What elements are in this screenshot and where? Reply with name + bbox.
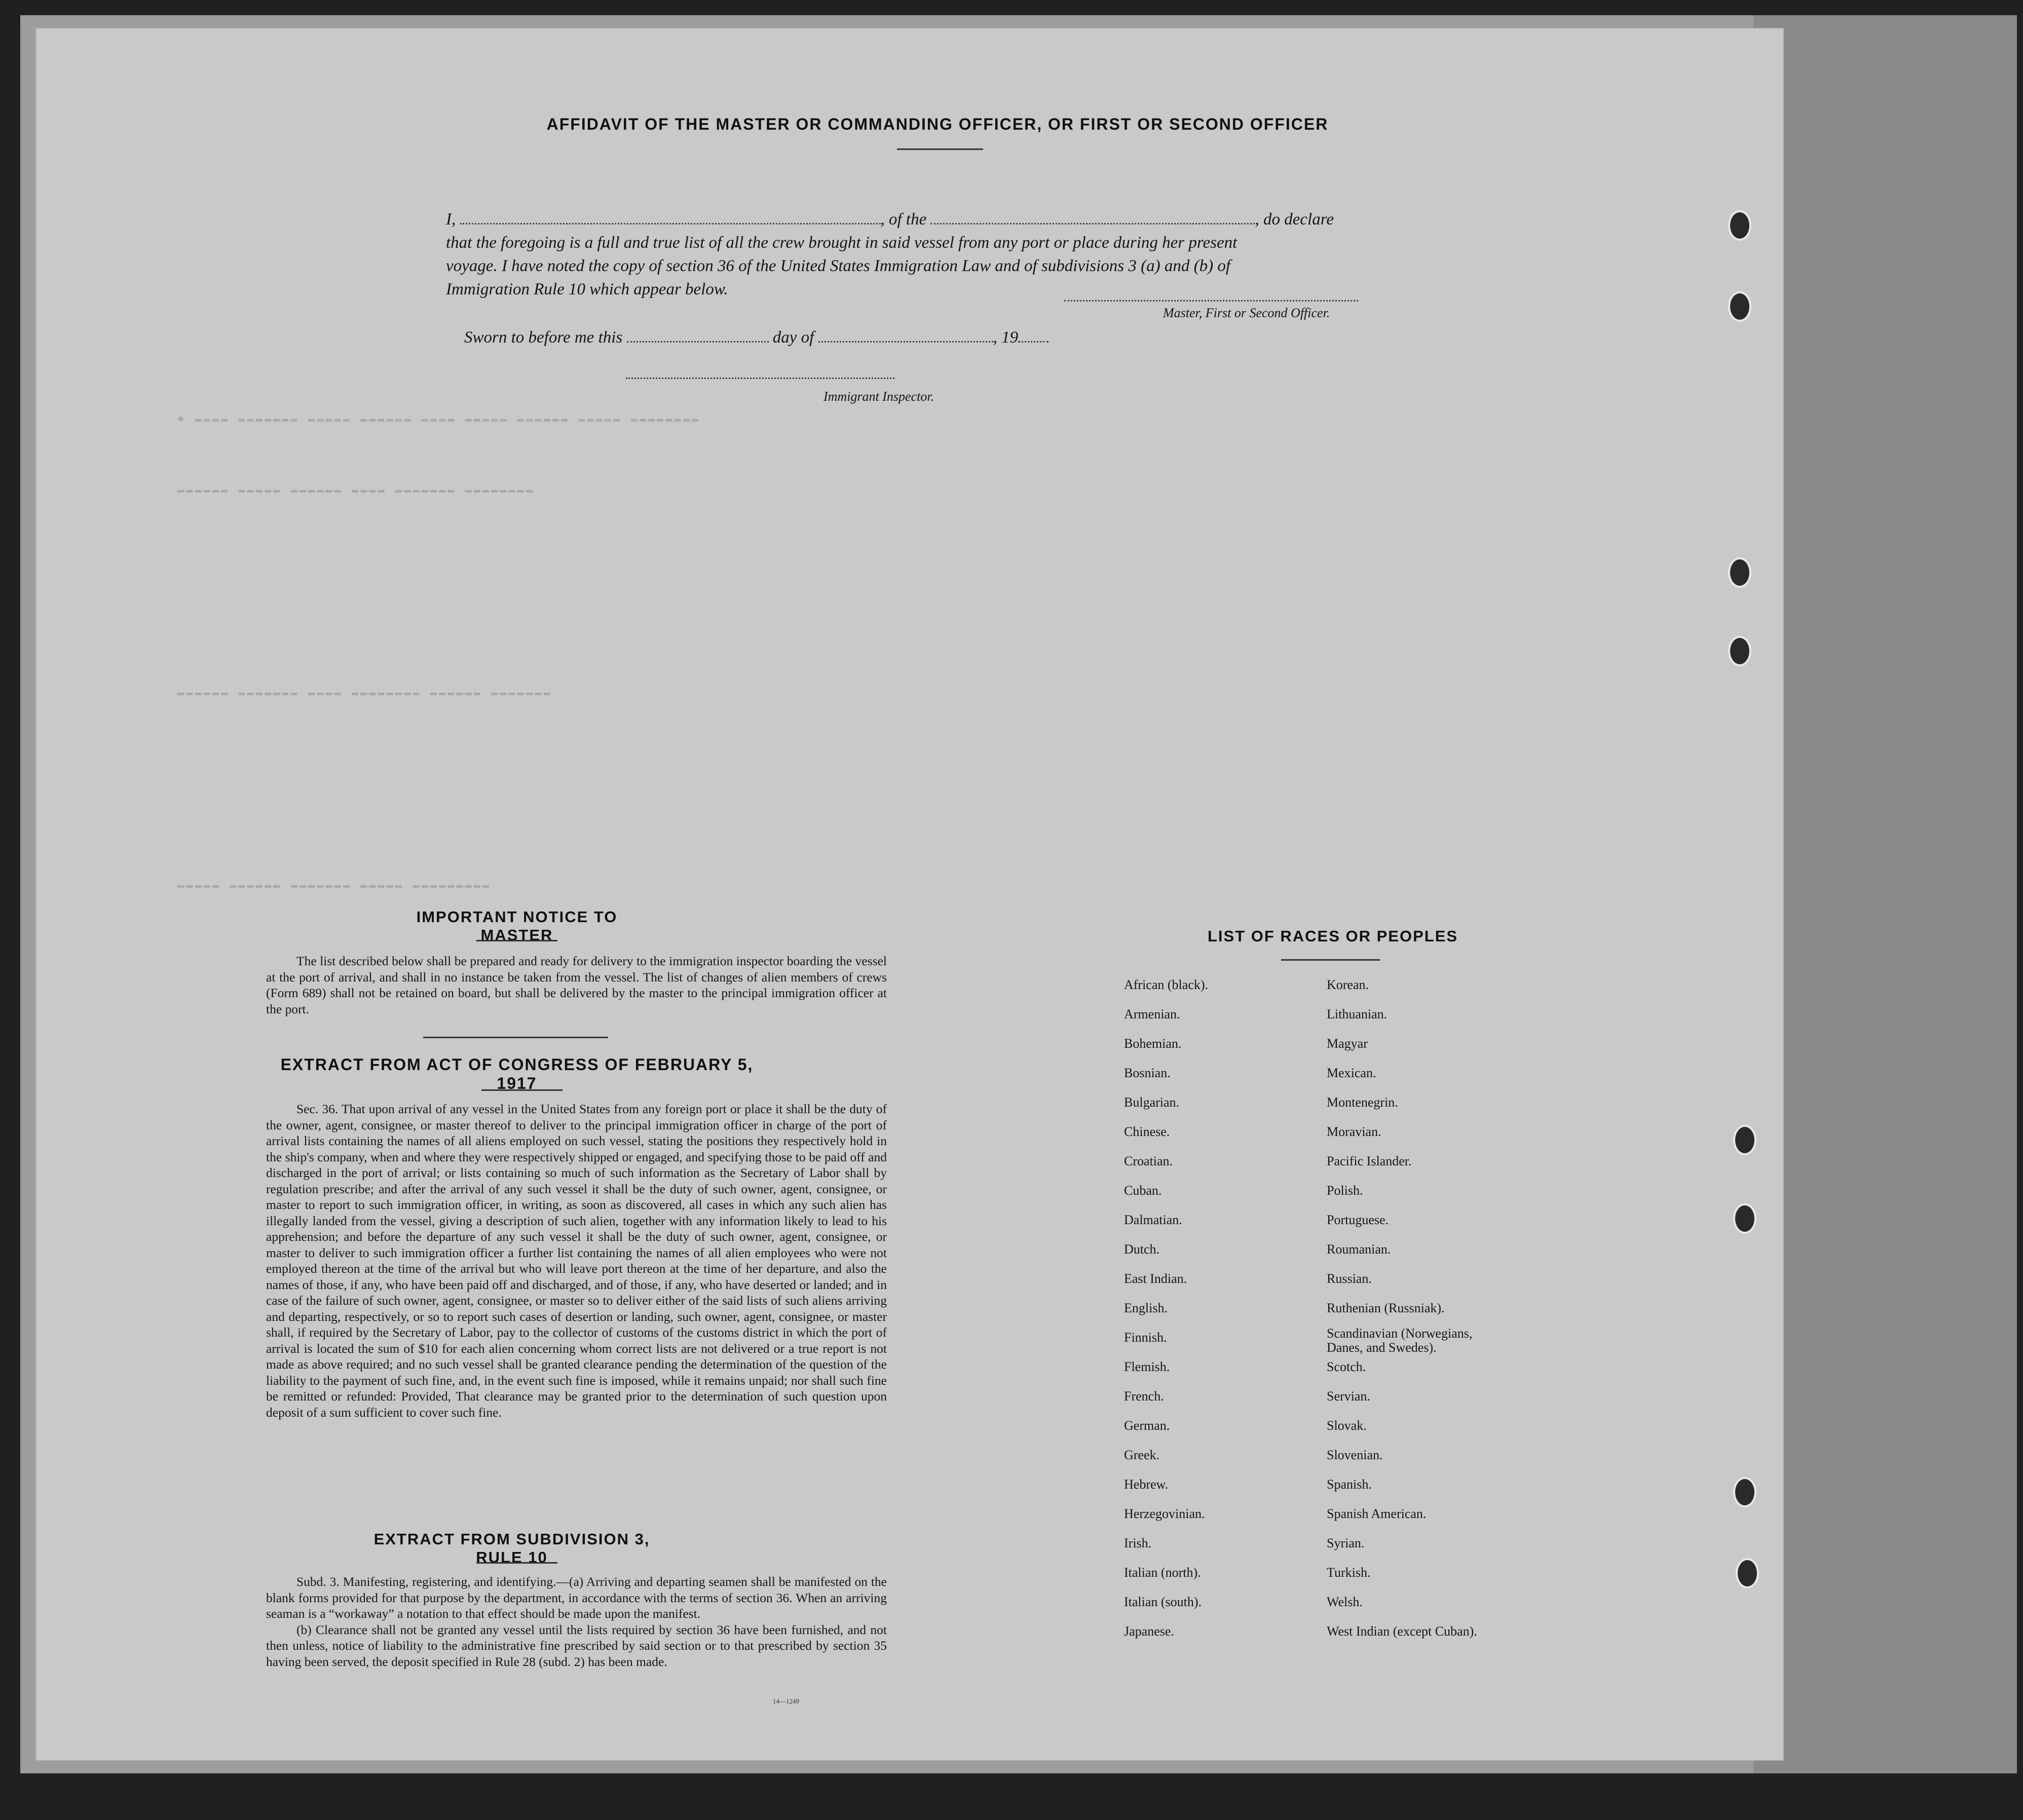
affidavit-declaration	[446, 208, 1459, 301]
race-item: Servian.	[1327, 1389, 1370, 1404]
master-signature-label: Master, First or Second Officer.	[1163, 306, 1330, 320]
race-item: Spanish.	[1327, 1477, 1372, 1492]
divider	[423, 1037, 608, 1038]
name-blank-field[interactable]	[460, 223, 881, 224]
race-item: Moravian.	[1327, 1124, 1381, 1139]
binder-hole	[1728, 210, 1751, 241]
declaration-do-declare: , do declare	[1255, 210, 1334, 229]
race-item: Lithuanian.	[1327, 1007, 1388, 1021]
bleed-through-text: ▬▬▬▬▬▬ ▬▬▬▬▬ ▬▬▬▬▬▬ ▬▬▬▬ ▬▬▬▬▬▬▬ ▬▬▬▬▬▬▬▬	[177, 484, 535, 497]
race-item: Flemish.	[1124, 1359, 1170, 1374]
binder-hole	[1728, 557, 1751, 588]
race-item: Slovak.	[1327, 1418, 1367, 1433]
sworn-statement	[464, 328, 1048, 347]
race-item: Magyar	[1327, 1036, 1368, 1051]
binder-hole	[1733, 1125, 1756, 1155]
sworn-day-field[interactable]	[627, 341, 769, 343]
declaration-line-4: Immigration Rule 10 which appear below.	[446, 280, 728, 298]
race-item: Slovenian.	[1327, 1448, 1383, 1462]
race-item: Russian.	[1327, 1271, 1372, 1286]
vessel-blank-field[interactable]	[930, 223, 1255, 224]
subd-3a-paragraph: Subd. 3. Manifesting, registering, and identifying.—(a) Arriving and departing seamen shall be manifested on the blank forms provided for that purpose by the department, in accordance with the terms of section 36. When an arriving seaman is a “workaway” a notation to that effect should be made upon the manifest.	[266, 1574, 887, 1621]
race-item: Armenian.	[1124, 1007, 1180, 1021]
race-item: Roumanian.	[1327, 1242, 1391, 1257]
document-page	[35, 28, 1784, 1761]
race-item: Turkish.	[1327, 1565, 1371, 1580]
sworn-year-field[interactable]	[1018, 341, 1048, 343]
race-item: French.	[1124, 1389, 1164, 1404]
race-item: German.	[1124, 1418, 1170, 1433]
race-item: Bosnian.	[1124, 1066, 1171, 1080]
inspector-signature-label: Immigrant Inspector.	[823, 389, 934, 404]
race-item: Italian (south).	[1124, 1595, 1202, 1609]
race-item: English.	[1124, 1301, 1168, 1315]
race-item: Bulgarian.	[1124, 1095, 1180, 1110]
divider	[481, 1089, 563, 1091]
race-item: Dalmatian.	[1124, 1212, 1182, 1227]
race-item: Spanish American.	[1327, 1506, 1427, 1521]
declaration-i: I,	[446, 210, 456, 229]
notice-paragraph: The list described below shall be prepared and ready for delivery to the immigration inspector boarding the vessel at the port of arrival, and shall in no instance be taken from the vessel. The list of changes of alien members of crews (Form 689) shall not be retained on board, but shall be delivered by the master to the principal immigration officer at the port.	[266, 954, 887, 1016]
races-heading: LIST OF RACES OR PEOPLES	[1207, 927, 1458, 945]
race-item: Greek.	[1124, 1448, 1160, 1462]
sworn-month-field[interactable]	[818, 341, 993, 343]
affidavit-heading: AFFIDAVIT OF THE MASTER OR COMMANDING OFFICER, OR FIRST OR SECOND OFFICER	[546, 115, 1329, 133]
race-item: Chinese.	[1124, 1124, 1170, 1139]
race-item: Pacific Islander.	[1327, 1154, 1412, 1168]
subd-3b-paragraph: (b) Clearance shall not be granted any vessel until the lists required by section 36 have been furnished, and not then unless, notice of liability to the administrative fine prescribed by said section or to that prescribed by section 35 having been served, the deposit specified in Rule 28 (subd. 2) has been made.	[266, 1622, 887, 1669]
master-signature-line[interactable]	[1064, 300, 1358, 301]
form-number: 14—1249	[773, 1697, 799, 1705]
sec-36-paragraph: Sec. 36. That upon arrival of any vessel in the United States from any foreign port or place it shall be the duty of the owner, agent, consignee, or master thereof to deliver to the principal immigration officer in charge of the port of arrival lists containing the names of all aliens employed on such vessel, stating the positions they respectively hold in the ship's company, when and where they were respectively shipped or engaged, and specifying those to be paid off and discharged in the port of arrival; or lists containing so much of such information as the Secretary of Labor shall by regulation prescribe; and after the arrival of any such vessel it shall be the duty of such owner, agent, consignee, or master to report to such immigration officer, in writing, as soon as discovered, all cases in which any such alien has illegally landed from the vessel, giving a description of such alien, together with any information likely to lead to his apprehension; and before the departure of any such vessel it shall be the duty of such owner, agent, consignee, or master to deliver to such immigration officer a further list containing the names of all alien employees who were not employed thereon at the time of the arrival but who will leave port thereon at the time of her departure, and also the names of those, if any, who have been paid off and discharged, and of those, if any, who have deserted or landed; and in case of the failure of such owner, agent, consignee, or master so to deliver either of the said lists of such aliens arriving and departing, respectively, or so to report such cases of desertion or landing, such owner, agent, consignee, or master shall, if required by the Secretary of Labor, pay to the collector of customs of the customs district in which the port of arrival is located the sum of $10 for each alien concerning whom correct lists are not delivered or a true report is not made as above required; and no such vessel shall be granted clearance pending the determination of the question of the liability to the payment of such fine, and, in the event such fine is imposed, while it remains unpaid; nor shall such fine be remitted or refunded: Provided, That clearance may be granted prior to the determination of such question upon deposit of a sum sufficient to cover such fine.	[266, 1102, 887, 1420]
extract-rule-text	[266, 1574, 887, 1670]
race-item: Welsh.	[1327, 1595, 1363, 1609]
race-item: Bohemian.	[1124, 1036, 1182, 1051]
binder-hole	[1733, 1203, 1756, 1234]
race-item: Scotch.	[1327, 1359, 1366, 1374]
race-item: Scandinavian (Norwegians, Danes, and Swedes).	[1327, 1326, 1473, 1355]
race-item: Montenegrin.	[1327, 1095, 1398, 1110]
divider	[476, 940, 557, 941]
notice-text	[266, 953, 887, 1017]
race-item: East Indian.	[1124, 1271, 1187, 1286]
declaration-line-2: that the foregoing is a full and true list of all the crew brought in said vessel from any port or place during her present	[446, 234, 1238, 252]
race-item: Mexican.	[1327, 1066, 1376, 1080]
binder-hole	[1733, 1477, 1756, 1507]
extract-act-heading: EXTRACT FROM ACT OF CONGRESS OF FEBRUARY 5, 1917	[280, 1055, 754, 1092]
notice-heading: IMPORTANT NOTICE TO MASTER	[416, 908, 618, 944]
race-item: West Indian (except Cuban).	[1327, 1624, 1477, 1639]
race-item: Herzegovinian.	[1124, 1506, 1205, 1521]
binder-hole	[1736, 1558, 1759, 1588]
race-item: Polish.	[1327, 1183, 1363, 1198]
races-list	[1124, 978, 1681, 1687]
race-item: Cuban.	[1124, 1183, 1162, 1198]
binder-hole	[1728, 291, 1751, 322]
divider	[1281, 959, 1380, 961]
race-item: Italian (north).	[1124, 1565, 1201, 1580]
declaration-line-3: voyage. I have noted the copy of section 36 of the United States Immigration Law and of subdivisions 3 (a) and (b) of	[446, 257, 1231, 275]
race-item: Ruthenian (Russniak).	[1327, 1301, 1445, 1315]
bleed-through-text: ● ▬▬▬▬ ▬▬▬▬▬▬▬ ▬▬▬▬▬ ▬▬▬▬▬▬ ▬▬▬▬ ▬▬▬▬▬ ▬▬▬▬▬▬ ▬▬▬▬▬ ▬▬▬▬▬▬▬▬	[177, 413, 701, 426]
race-item: Japanese.	[1124, 1624, 1174, 1639]
race-item: Korean.	[1327, 977, 1369, 992]
declaration-of-the: , of the	[880, 210, 927, 229]
extract-act-text	[266, 1101, 887, 1420]
sworn-year-prefix: , 19	[993, 328, 1019, 347]
bleed-through-text: ▬▬▬▬▬ ▬▬▬▬▬▬ ▬▬▬▬▬▬▬ ▬▬▬▬▬ ▬▬▬▬▬▬▬▬▬	[177, 879, 492, 892]
race-item: Hebrew.	[1124, 1477, 1169, 1492]
race-item: Syrian.	[1327, 1536, 1365, 1550]
race-item: Portuguese.	[1327, 1212, 1389, 1227]
race-item: African (black).	[1124, 977, 1209, 992]
divider	[897, 148, 983, 150]
race-item: Croatian.	[1124, 1154, 1173, 1168]
race-item: Irish.	[1124, 1536, 1152, 1550]
inspector-signature-line[interactable]	[626, 377, 894, 379]
extract-rule-heading: EXTRACT FROM SUBDIVISION 3, RULE 10	[373, 1530, 650, 1566]
race-item: Dutch.	[1124, 1242, 1160, 1257]
back-sheet-edge	[1753, 15, 2017, 1773]
race-item: Finnish.	[1124, 1330, 1167, 1345]
binder-hole	[1728, 636, 1751, 666]
sworn-text: Sworn to before me this	[464, 328, 623, 347]
bleed-through-text: ▬▬▬▬▬▬ ▬▬▬▬▬▬▬ ▬▬▬▬ ▬▬▬▬▬▬▬▬ ▬▬▬▬▬▬ ▬▬▬▬▬▬▬	[177, 687, 552, 699]
divider	[476, 1562, 557, 1564]
sworn-day-of: day of	[772, 328, 814, 347]
